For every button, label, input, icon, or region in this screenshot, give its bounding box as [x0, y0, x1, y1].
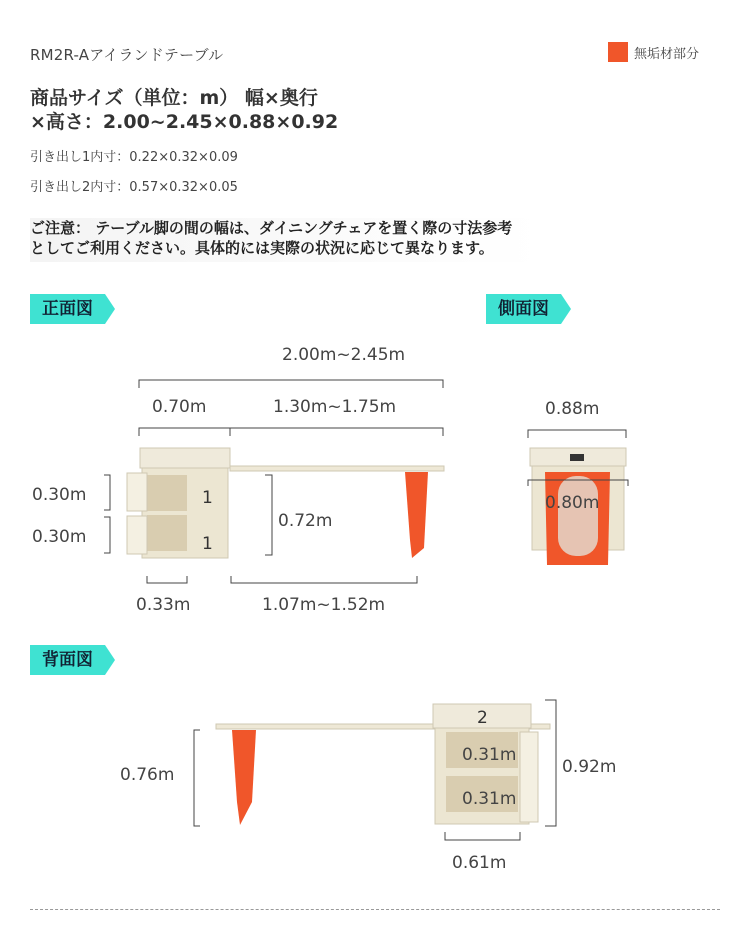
- back-shelf-1: 0.31m: [462, 745, 517, 765]
- front-upper-height: 0.30m: [32, 485, 87, 505]
- bottom-divider: [30, 909, 720, 910]
- drawer1-size: 引き出し1内寸：0.22×0.32×0.09: [30, 150, 238, 165]
- note-line-1: ご注意： テーブル脚の間の幅は、ダイニングチェアを置く際の寸法参考: [30, 219, 513, 237]
- front-leg: [405, 472, 428, 558]
- back-view-tag: 背面図: [30, 645, 105, 675]
- size-line-2: ×高さ：2.00~2.45×0.88×0.92: [30, 111, 339, 133]
- front-total-width: 2.00m~2.45m: [282, 345, 406, 365]
- solid-wood-swatch: [608, 42, 628, 62]
- size-line-1: 商品サイズ（単位：m） 幅×奥行: [30, 87, 318, 109]
- side-view-drawing: [500, 380, 660, 580]
- side-handle: [570, 454, 584, 461]
- side-inner-depth: 0.80m: [545, 493, 600, 513]
- product-model-title: RM2R-Aアイランドテーブル: [30, 46, 224, 64]
- usage-note: [30, 218, 542, 262]
- legend: [608, 42, 699, 62]
- front-table-width: 1.30m~1.75m: [273, 397, 397, 417]
- back-drawer-label: 2: [477, 708, 488, 728]
- back-cabinet-width: 0.61m: [452, 853, 507, 873]
- legend-label: 無垢材部分: [634, 46, 700, 62]
- back-leg: [232, 730, 256, 825]
- back-total-height: 0.92m: [562, 757, 617, 777]
- front-table-height: 0.72m: [278, 511, 333, 531]
- front-table-top: [230, 466, 444, 471]
- front-leg-span: 1.07m~1.52m: [262, 595, 386, 615]
- front-view-drawing: [0, 340, 470, 630]
- back-table-height: 0.76m: [120, 765, 175, 785]
- side-view-tag: 側面図: [486, 294, 561, 324]
- drawer2-size: 引き出し2内寸：0.57×0.32×0.05: [30, 180, 238, 195]
- note-line-2: としてご利用ください。具体的には実際の状況に応じて異なります。: [30, 239, 494, 257]
- front-cabinet: [127, 448, 230, 558]
- front-inner-width: 0.33m: [136, 595, 191, 615]
- front-drawer-label-2: 1: [202, 534, 213, 554]
- front-cabinet-width: 0.70m: [152, 397, 207, 417]
- front-drawer-label-1: 1: [202, 488, 213, 508]
- front-view-tag: 正面図: [30, 294, 105, 324]
- back-shelf-2: 0.31m: [462, 789, 517, 809]
- product-size: [30, 86, 338, 134]
- front-lower-height: 0.30m: [32, 527, 87, 547]
- side-depth: 0.88m: [545, 399, 600, 419]
- back-view-drawing: [100, 690, 660, 880]
